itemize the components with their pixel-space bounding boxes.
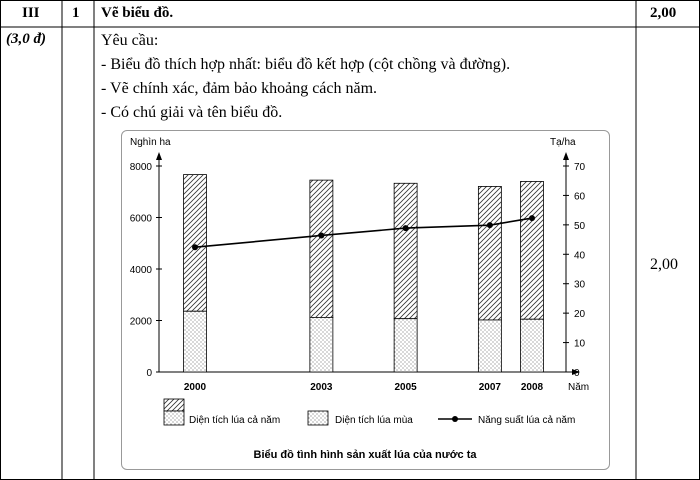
right-tick-label: 10 [574,338,586,350]
section-points: (3,0 đ) [6,31,46,47]
bar-seasonal-area [184,311,207,372]
left-tick-label: 6000 [129,213,152,225]
yield-point [487,222,493,228]
item-title: Vẽ biểu đồ. [101,5,174,21]
combo-chart [122,131,609,469]
legend-line-marker [452,416,458,422]
x-tick-label: 2000 [183,382,207,393]
right-tick-label: 50 [574,220,586,232]
left-tick-label: 0 [146,368,152,379]
x-tick-label: 2008 [520,382,544,393]
item-number: 1 [72,5,80,21]
requirement-item: - Có chú giải và tên biểu đồ. [101,104,283,121]
right-axis-label: Tạ/ha [550,137,576,148]
requirement-item: - Vẽ chính xác, đảm bảo khoảng cách năm. [101,80,378,97]
right-tick-label: 70 [574,162,586,173]
yield-point [403,225,409,231]
left-tick-label: 4000 [129,265,152,276]
yield-point [529,215,535,221]
right-tick-label: 0 [574,368,580,379]
bar-seasonal-area [521,319,544,372]
bar-total-area [310,180,333,317]
section-number: III [22,5,40,21]
yield-point [192,244,198,250]
left-tick-label: 2000 [129,316,152,328]
left-axis-arrow [156,152,162,160]
right-tick-label: 40 [574,250,586,262]
legend-label-total: Diện tích lúa cả năm [189,415,281,426]
right-tick-label: 30 [574,279,586,291]
requirements-heading: Yêu cầu: [101,32,159,49]
bar-total-area [478,186,501,320]
chart-frame [121,130,610,470]
bar-seasonal-area [394,319,417,372]
x-tick-label: 2003 [310,382,333,393]
yield-point [318,232,324,238]
right-tick-label: 60 [574,191,586,203]
bar-total-area [184,175,207,312]
legend-label-seasonal: Diện tích lúa mùa [335,415,413,426]
bar-seasonal-area [310,317,333,372]
legend-label-yield: Năng suất lúa cả năm [478,415,576,426]
x-axis-label: Năm [568,382,590,393]
right-tick-label: 20 [574,309,586,321]
row-points: 2,00 [650,256,678,273]
right-axis-arrow [563,152,569,160]
bar-total-area [394,183,417,318]
chart-title: Biểu đồ tình hình sản xuất lúa của nước ta [253,449,477,461]
legend-swatch-total [164,399,184,411]
bar-seasonal-area [478,320,501,372]
x-tick-label: 2007 [478,382,501,393]
x-tick-label: 2005 [394,382,417,393]
left-axis-label: Nghìn ha [130,137,171,148]
bar-total-area [521,181,544,319]
left-tick-label: 8000 [129,162,152,173]
header-points: 2,00 [650,5,677,21]
requirement-item: - Biểu đồ thích hợp nhất: biểu đồ kết hợp (cột chồng và đường). [101,56,511,73]
legend-swatch-seasonal-2 [308,411,328,425]
legend-swatch-seasonal [164,411,184,425]
